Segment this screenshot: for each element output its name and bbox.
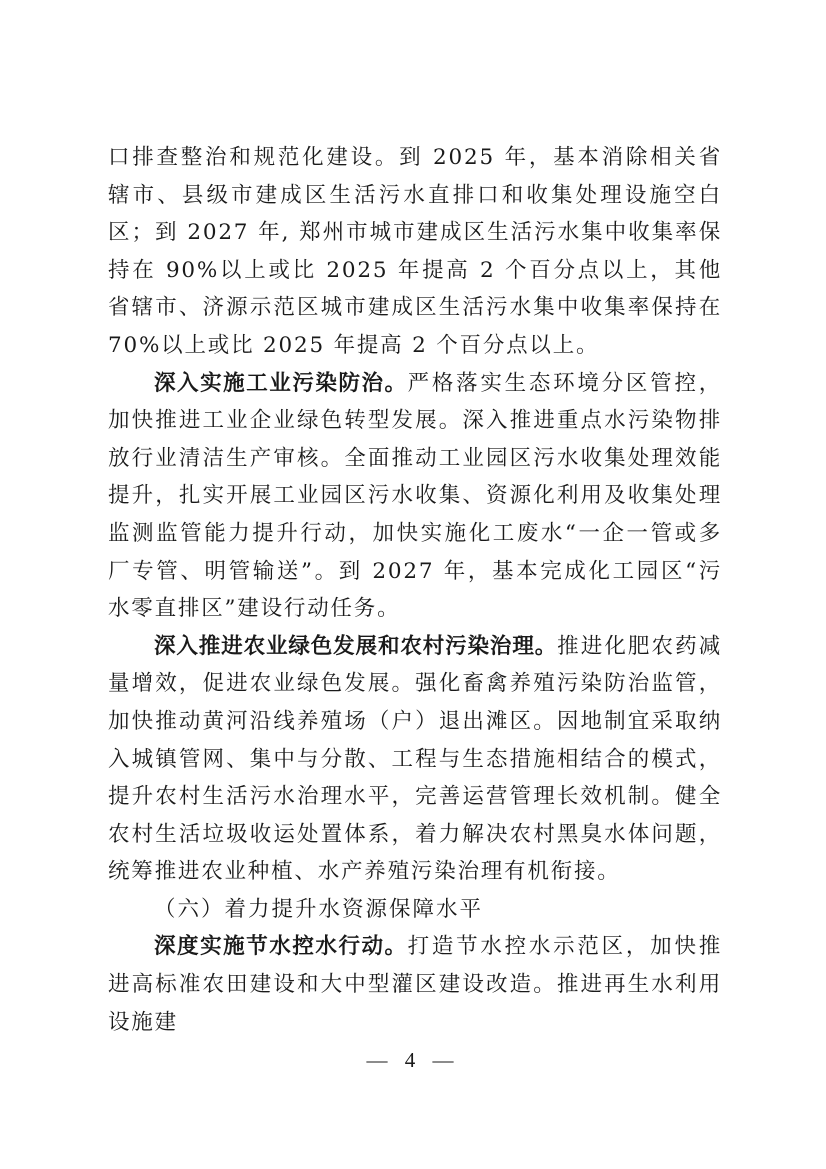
page-number: — 4 — bbox=[366, 1048, 460, 1072]
paragraph-lead-heading: 深度实施节水控水行动。 bbox=[154, 934, 408, 960]
section-heading: （六）着力提升水资源保障水平 bbox=[154, 896, 484, 922]
paragraph-text: 严格落实生态环境分区管控，加快推进工业企业绿色转型发展。深入推进重点水污染物排放行业清洁生产审核。全面推动工业园区污水收集处理效能提升，扎实开展工业园区污水收集、资源化利用及收集处理监测监管能力提升行动，加快实施化工废水“一企一管或多厂专管、明管输送”。到 2027 年，基本完成化工园区“污水零直排区”建设行动任务。 bbox=[108, 370, 722, 622]
paragraph-agricultural-pollution bbox=[108, 628, 722, 891]
paragraph-lead-heading: 深入实施工业污染防治。 bbox=[154, 370, 408, 396]
paragraph-text: 打造节水控水示范区，加快推进高标准农田建设和大中型灌区建设改造。推进再生水利用设施建 bbox=[108, 934, 722, 1035]
paragraph-text: 推进化肥农药减量增效，促进农业绿色发展。强化畜禽养殖污染防治监管，加快推动黄河沿线养殖场（户）退出滩区。因地制宜采取纳入城镇管网、集中与分散、工程与生态措施相结合的模式，提升农村生活污水治理水平，完善运营管理长效机制。健全农村生活垃圾收运处置体系，着力解决农村黑臭水体问题，统筹推进农业种植、水产养殖污染治理有机衔接。 bbox=[108, 633, 722, 885]
paragraph-lead-heading: 深入推进农业绿色发展和农村污染治理。 bbox=[154, 633, 558, 659]
paragraph-text: 口排查整治和规范化建设。到 2025 年，基本消除相关省辖市、县级市建成区生活污水直排口和收集处理设施空白区；到 2027 年, 郑州市城市建成区生活污水集中收集率保持在 90%以上或比 2025 年提高 2 个百分点以上，其他省辖市、济源示范区城市建成区生活污水集中收集率保持在 70%以上或比 2025 年提高 2 个百分点以上。 bbox=[108, 145, 722, 358]
paragraph-industrial-pollution bbox=[108, 365, 722, 628]
paragraph-water-saving bbox=[108, 928, 722, 1041]
paragraph-continuation bbox=[108, 139, 722, 365]
document-body bbox=[108, 139, 722, 1041]
